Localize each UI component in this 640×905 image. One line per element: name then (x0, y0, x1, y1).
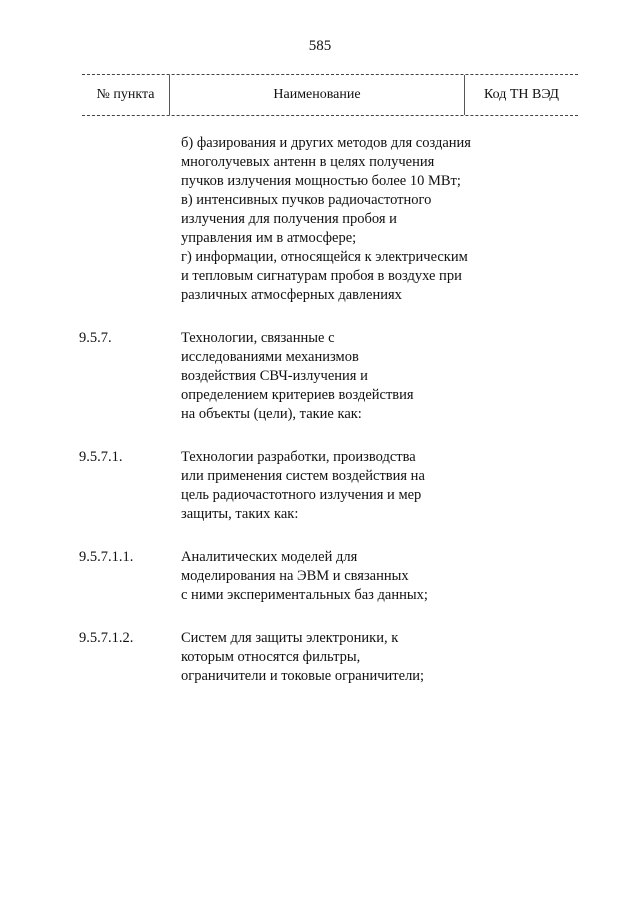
item-text: Технологии, связанные с исследованиями механизмов воздействия СВЧ-излучения и определением критериев воздействия на объекты (цели), такие как: (181, 330, 414, 422)
header-name-column: Наименование (169, 75, 465, 115)
sub-item-v: в) интенсивных пучков радиочастотного излучения для получения пробоя и управления им в атмосфере; (181, 192, 432, 246)
sub-item-b: б) фазирования и других методов для создания многолучевых антенн в целях получения пучков излучения мощностью более 10 МВт; (181, 135, 471, 189)
header-code-column: Код ТН ВЭД (484, 87, 559, 102)
sub-item-g: г) информации, относящейся к электрическим и тепловым сигнатурам пробоя в воздухе при различных атмосферных давлениях (181, 249, 468, 303)
document-body (0, 134, 640, 686)
item-number: 9.5.7.1. (79, 449, 123, 465)
list-item (0, 448, 640, 524)
item-text: Аналитических моделей для моделирования на ЭВМ и связанных с ними экспериментальных баз данных; (181, 549, 428, 603)
item-text: Систем для защиты электроники, к которым относятся фильтры, ограничители и токовые ограничители; (181, 630, 425, 684)
item-text: Технологии разработки, производства или применения систем воздействия на цель радиочастотного излучения и мер защиты, таких как: (181, 449, 425, 522)
list-item (0, 548, 640, 605)
item-number: 9.5.7.1.2. (79, 630, 134, 646)
header-number-column: № пункта (96, 87, 155, 102)
list-item (0, 329, 640, 424)
item-number: 9.5.7.1.1. (79, 549, 134, 565)
table-header (82, 74, 578, 116)
item-number: 9.5.7. (79, 330, 112, 346)
list-item (0, 629, 640, 686)
page-number: 585 (308, 38, 332, 54)
continued-item-text (181, 134, 471, 305)
